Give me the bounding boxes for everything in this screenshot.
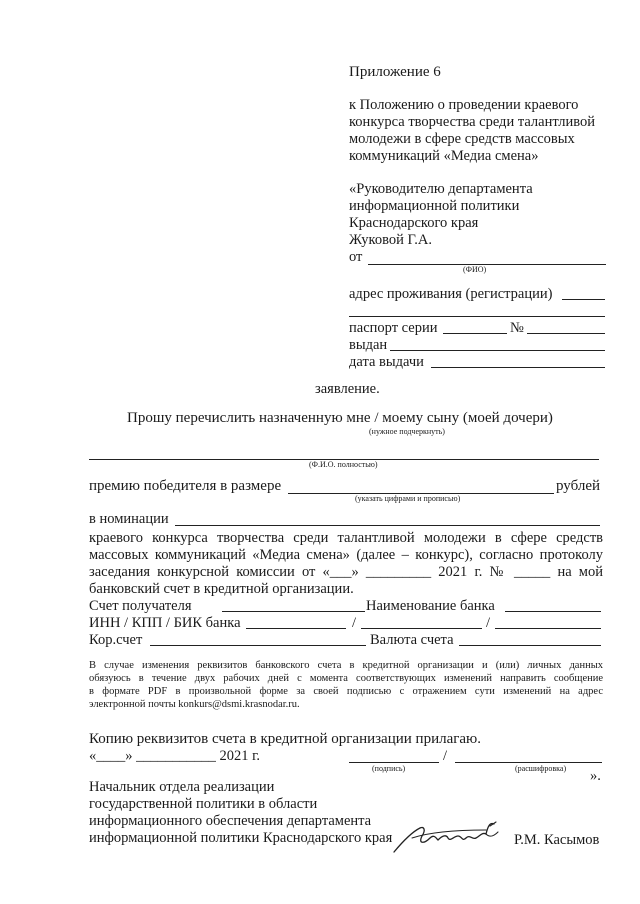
addressee-line: информационной политики (349, 198, 520, 214)
currency-label: Валюта счета (370, 632, 454, 648)
addressee-line: Жуковой Г.А. (349, 232, 432, 248)
notice-line: в формате PDF в произвольной форме за своей подписью с отражением сути изменений на адрес (89, 686, 603, 697)
address-field-line-2[interactable] (349, 316, 605, 317)
amount-hint: (указать цифрами и прописью) (355, 494, 461, 503)
official-title-line: Начальник отдела реализации (89, 779, 275, 795)
official-name: Р.М. Касымов (514, 832, 600, 848)
corr-account-label: Кор.счет (89, 632, 143, 648)
addressee-line: Краснодарского края (349, 215, 479, 231)
corr-account-line[interactable] (150, 645, 366, 646)
paragraph-line: краевого конкурса творчества среди талантливой молодежи в сфере средств (89, 530, 603, 546)
issue-date-line[interactable] (431, 367, 605, 368)
prize-label: премию победителя в размере (89, 478, 282, 494)
signature-date: «____» ___________ 2021 г. (89, 748, 261, 764)
inn-line[interactable] (246, 628, 346, 629)
kpp-slash: / (486, 615, 491, 631)
official-title-line: информационного обеспечения департамента (89, 813, 372, 829)
bank-name-label: Наименование банка (366, 598, 495, 614)
request-text: Прошу перечислить назначенную мне / моему сыну (моей дочери) (127, 410, 553, 426)
addressee-line: «Руководителю департамента (349, 181, 533, 197)
inn-label: ИНН / КПП / БИК банка (89, 615, 241, 631)
transcript-line[interactable] (455, 762, 602, 763)
account-line[interactable] (222, 611, 365, 612)
nomination-line[interactable] (175, 525, 600, 526)
address-field-line[interactable] (562, 299, 605, 300)
paragraph-line: заседания конкурсной комиссии от «___» _________ 2021 г. № _____ на мой (89, 564, 603, 580)
signature-slash: / (443, 748, 448, 764)
transcript-hint: (расшифровка) (515, 764, 567, 773)
document-title: заявление. (315, 381, 380, 397)
passport-number-sign: № (510, 320, 524, 336)
regulation-line: молодежи в сфере средств массовых (349, 131, 575, 147)
from-fio-line[interactable] (368, 264, 606, 265)
underline-hint: (нужное подчеркнуть) (369, 427, 445, 436)
issue-date-label: дата выдачи (349, 354, 424, 370)
notice-line: В случае изменения реквизитов банковского счета в кредитной организации и (или) личных данных (89, 660, 603, 671)
issued-line[interactable] (390, 350, 605, 351)
kpp-line[interactable] (361, 628, 482, 629)
passport-number-line[interactable] (527, 333, 605, 334)
notice-line: электронной почты konkurs@dsmi.krasnodar.ru. (89, 699, 300, 710)
signature-hint: (подпись) (372, 764, 406, 773)
signature-line[interactable] (349, 762, 439, 763)
paragraph-line: массовых коммуникаций «Медиа смена» (далее – конкурс), согласно протоколу (89, 547, 603, 563)
official-title-line: информационной политики Краснодарского края (89, 830, 393, 846)
official-title-line: государственной политики в области (89, 796, 318, 812)
regulation-line: конкурса творчества среди талантливой (349, 114, 596, 130)
bik-line[interactable] (495, 628, 601, 629)
inn-slash: / (352, 615, 357, 631)
fio-hint: (ФИО) (463, 265, 487, 274)
attachment-statement: Копию реквизитов счета в кредитной организации прилагаю. (89, 731, 482, 747)
full-name-hint: (Ф.И.О. полностью) (309, 460, 378, 469)
regulation-line: к Положению о проведении краевого (349, 97, 579, 113)
closing-quote: ». (590, 768, 601, 784)
currency-line[interactable] (459, 645, 601, 646)
notice-line: обязуюсь в течение двух рабочих дней с момента соответствующих изменений направить сообщение (89, 673, 603, 684)
appendix-number: Приложение 6 (349, 64, 441, 80)
bank-name-line[interactable] (505, 611, 601, 612)
issued-label: выдан (349, 337, 388, 353)
rubles-label: рублей (556, 478, 601, 494)
address-label: адрес проживания (регистрации) (349, 286, 553, 302)
passport-series-line[interactable] (443, 333, 507, 334)
from-label: от (349, 249, 363, 265)
passport-series-label: паспорт серии (349, 320, 438, 336)
account-label: Счет получателя (89, 598, 192, 614)
regulation-line: коммуникаций «Медиа смена» (349, 148, 539, 164)
paragraph-line: банковский счет в кредитной организации. (89, 581, 354, 597)
handwritten-signature (390, 818, 510, 858)
nomination-label: в номинации (89, 511, 169, 527)
